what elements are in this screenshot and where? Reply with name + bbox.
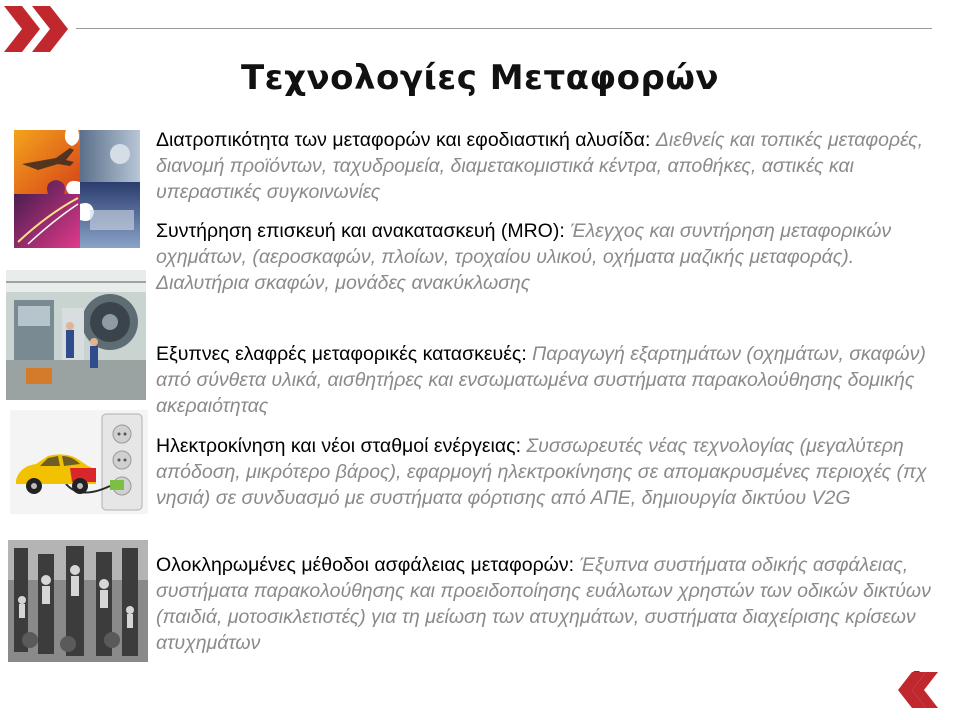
- item-body: Διεθνείς και τοπικές μεταφορές, διανομή προϊόντων, ταχυδρομεία, διαμετακομιστικά κέντρα, αποθήκες, αστικές και υπεραστικές συγκοινωνίες: [156, 129, 924, 203]
- item-body: Έλεγχος και συντήρηση μεταφορικών οχημάτων, (αεροσκαφών, πλοίων, τροχαίου υλικού, οχήματα μαζικής μεταφοράς). Διαλυτήρια σκαφών, μονάδες ανακύκλωσης: [156, 220, 892, 294]
- list-item-electromobility: [156, 433, 936, 511]
- chevron-right-logo-icon: [2, 4, 72, 54]
- chevron-left-logo-icon: [890, 670, 940, 710]
- item-heading: Διατροπικότητα των μεταφορών και εφοδιαστική αλυσίδα: [156, 129, 645, 151]
- electric-car-plug-image: [10, 410, 148, 514]
- crash-test-image: [8, 540, 148, 662]
- aircraft-maintenance-image: [6, 270, 146, 400]
- item-separator: :: [521, 343, 533, 365]
- item-body: Παραγωγή εξαρτημάτων (οχημάτων, σκαφών) από σύνθετα υλικά, αισθητήρες και ενσωματωμένα συστήματα παρακολούθησης δομικής ακεραιότητας: [156, 343, 926, 417]
- item-body: Έξυπνα συστήματα οδικής ασφάλειας, συστήματα παρακολούθησης και προειδοποίησης ευάλωτων χρηστών των οδικών δικτύων (παιδιά, μοτοσικλετιστές) για τη μείωση των ατυχημάτων, συστήματα διαχείρισης κρίσεων ατυχημάτων: [156, 554, 931, 654]
- list-item-mro: [156, 218, 936, 296]
- item-separator: :: [644, 129, 656, 151]
- item-heading: Ολοκληρωμένες μέθοδοι ασφάλειας μεταφορών: [156, 554, 569, 576]
- header-rule: [76, 28, 932, 29]
- item-heading: Ηλεκτροκίνηση και νέοι σταθμοί ενέργειας: [156, 435, 516, 457]
- item-heading: Συντήρηση επισκευή και ανακατασκευή (MRO):: [156, 220, 565, 242]
- item-body: Συσσωρευτές νέας τεχνολογίας (μεγαλύτερη απόδοση, μικρότερο βάρος), εφαρμογή ηλεκτροκίνησης σε απομακρυσμένες περιοχές (πχ νησιά) σε συνδυασμό με συστήματα φόρτισης από ΑΠΕ, δημιουργία δικτύου V2G: [156, 435, 927, 509]
- list-item-lightweight-structures: [156, 341, 936, 419]
- item-heading: Εξυπνες ελαφρές μεταφορικές κατασκευές: [156, 343, 522, 365]
- slide-title: Τεχνολογίες Μεταφορών: [240, 58, 720, 98]
- item-separator: :: [568, 554, 580, 576]
- list-item-transport-safety: [156, 552, 936, 656]
- item-separator: :: [515, 435, 527, 457]
- list-item-intermodality: [156, 127, 936, 205]
- puzzle-transport-image: [8, 124, 146, 252]
